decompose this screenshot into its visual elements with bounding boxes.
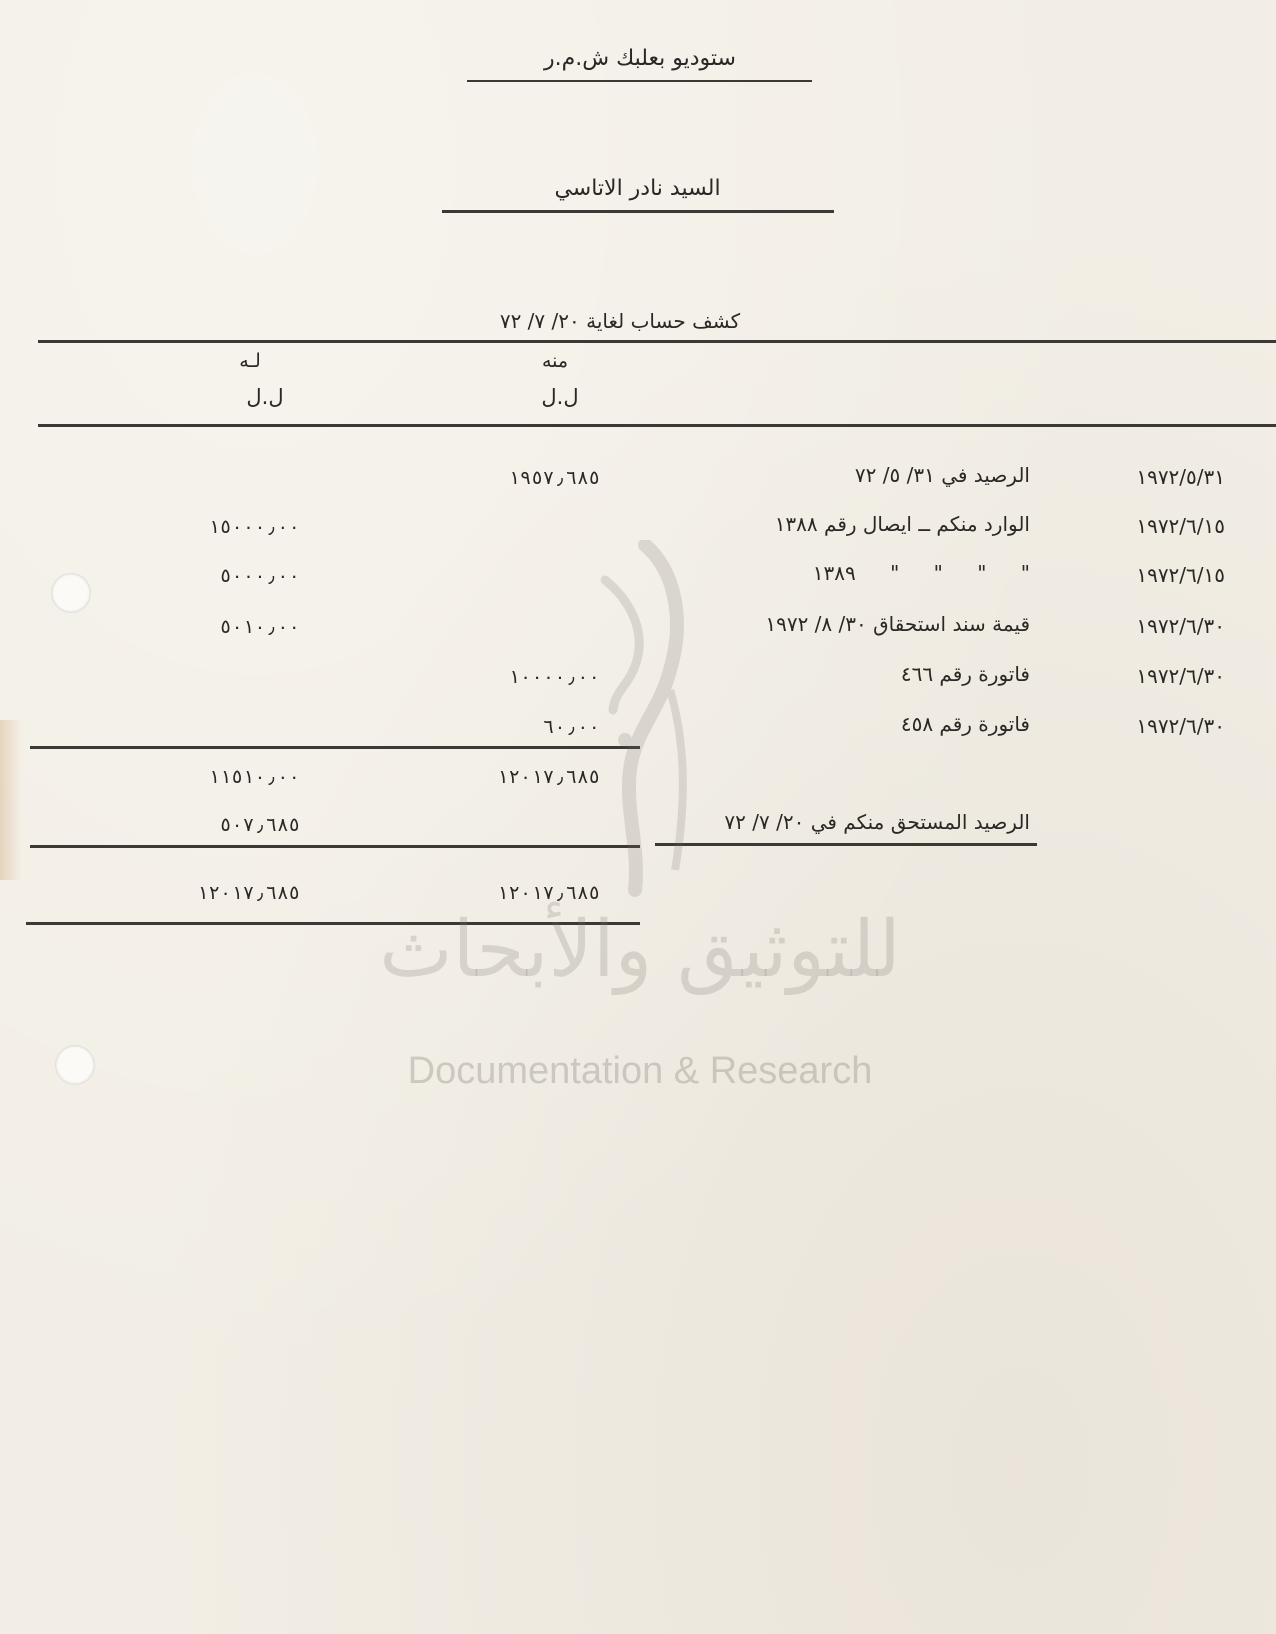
row-description: الوارد منكم ــ ايصال رقم ١٣٨٨ (774, 512, 1030, 536)
row-date: ١٩٧٢/٦/٣٠ (1136, 714, 1225, 738)
subtotal-credit: ١١٥١٠٫٠٠ (208, 766, 300, 788)
recipient-underline (442, 210, 834, 213)
watermark-english: Documentation & Research (407, 1050, 873, 1092)
watermark-logo (575, 540, 705, 900)
row-debit: ١٩٥٧٫٦٨٥ (508, 467, 600, 489)
row-description: الرصيد في ٣١/ ٥/ ٧٢ (854, 463, 1030, 487)
row-debit: ٦٠٫٠٠ (542, 716, 600, 738)
company-name: ستوديو بعلبك ش.م.ر (544, 46, 736, 71)
row-date: ١٩٧٢/٦/٣٠ (1136, 664, 1225, 688)
header-top-rule (38, 340, 1276, 343)
row-debit: ١٠٠٠٠٫٠٠ (508, 666, 600, 688)
row-description: فاتورة رقم ٤٥٨ (900, 712, 1030, 736)
row-description: فاتورة رقم ٤٦٦ (900, 662, 1030, 686)
totals-top-rule (30, 845, 640, 848)
credit-column-label: لـه (239, 350, 261, 372)
balance-label: الرصيد المستحق منكم في ٢٠/ ٧/ ٧٢ (724, 810, 1030, 834)
row-credit: ٥٠٠٠٫٠٠ (219, 565, 300, 587)
punch-hole-top (51, 573, 91, 613)
row-date: ١٩٧٢/٦/٣٠ (1136, 614, 1225, 638)
watermark-arabic: للتوثيق والأبحاث (379, 905, 901, 995)
subtotal-rule (30, 746, 640, 749)
row-credit: ٥٠١٠٫٠٠ (219, 616, 300, 638)
company-underline (467, 80, 812, 82)
balance-credit: ٥٠٧٫٦٨٥ (219, 814, 300, 836)
row-description: قيمة سند استحقاق ٣٠/ ٨/ ١٩٧٢ (765, 612, 1030, 636)
credit-currency-label: ل.ل (246, 385, 284, 409)
row-date: ١٩٧٢/٦/١٥ (1136, 563, 1225, 587)
row-date: ١٩٧٢/٦/١٥ (1136, 514, 1225, 538)
subtotal-debit: ١٢٠١٧٫٦٨٥ (497, 766, 600, 788)
recipient-name: السيد نادر الاتاسي (554, 176, 721, 201)
total-credit: ١٢٠١٧٫٦٨٥ (197, 882, 300, 904)
row-date: ١٩٧٢/٥/٣١ (1136, 465, 1225, 489)
header-bottom-rule (38, 424, 1276, 427)
row-description: " " " " ١٣٨٩ (812, 561, 1030, 585)
debit-column-label: منه (541, 350, 569, 372)
total-debit: ١٢٠١٧٫٦٨٥ (497, 882, 600, 904)
edge-stain (0, 720, 22, 880)
row-credit: ١٥٠٠٠٫٠٠ (208, 516, 300, 538)
statement-title: كشف حساب لغاية ٢٠/ ٧/ ٧٢ (499, 309, 741, 333)
debit-currency-label: ل.ل (541, 385, 579, 409)
punch-hole-bottom (55, 1045, 95, 1085)
balance-underline (655, 843, 1037, 846)
